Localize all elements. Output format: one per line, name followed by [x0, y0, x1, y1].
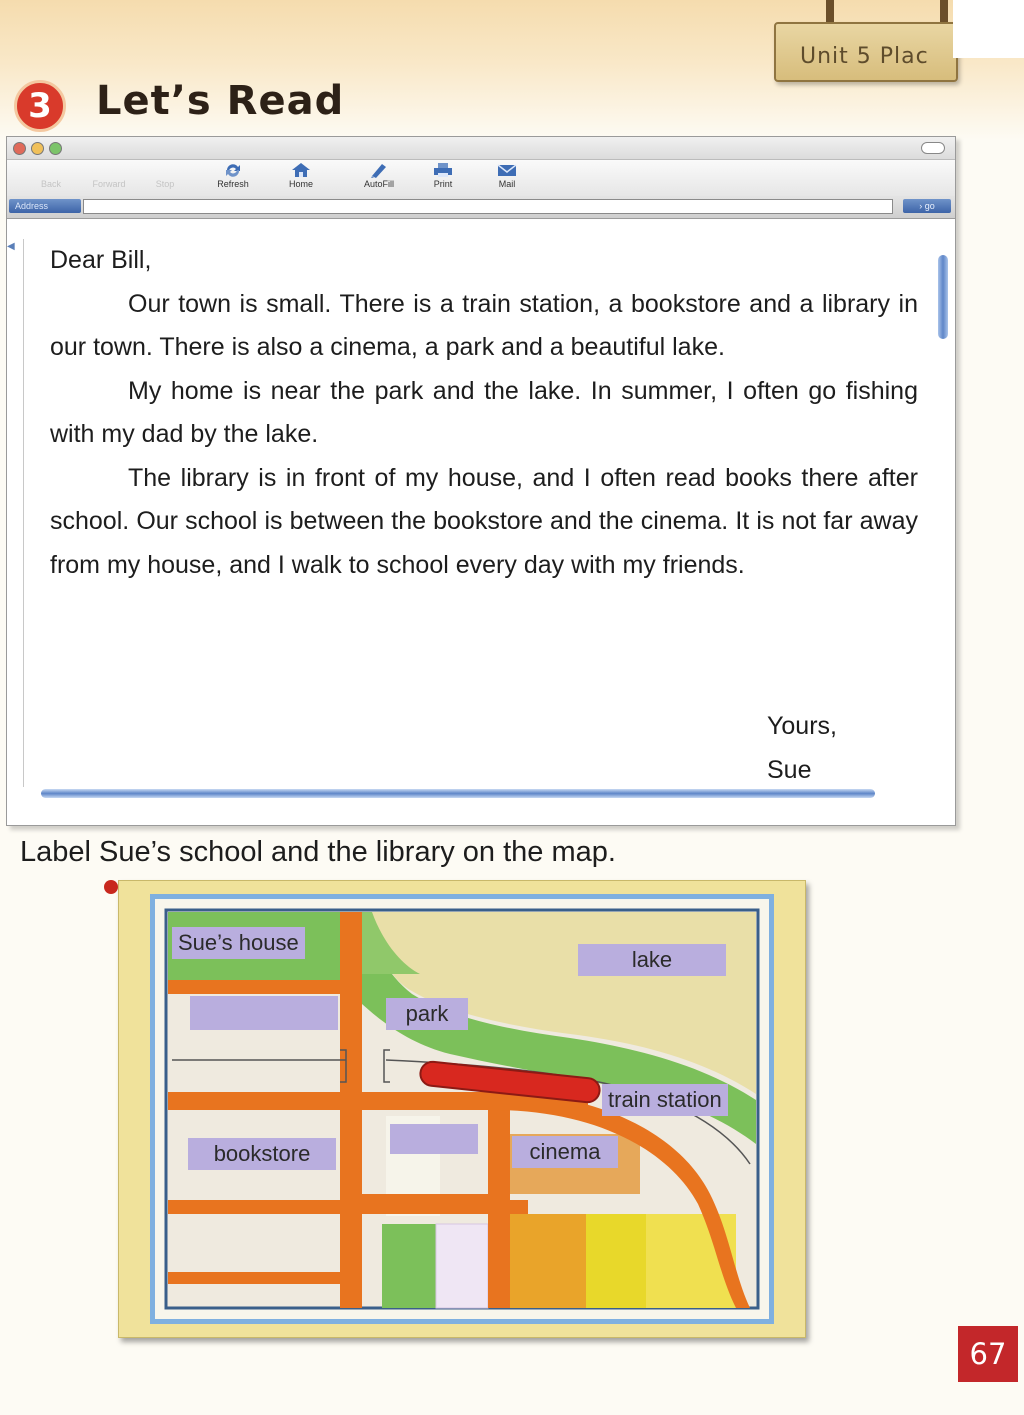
- refresh-button[interactable]: Refresh: [203, 162, 263, 189]
- block: [382, 1224, 436, 1308]
- stop-icon: [154, 162, 176, 178]
- browser-window: [6, 136, 956, 826]
- page-number: 67: [958, 1326, 1018, 1382]
- vertical-scroll-thumb[interactable]: [938, 255, 948, 339]
- back-icon: [40, 162, 62, 178]
- blank-label-slot[interactable]: [190, 996, 338, 1030]
- stop-button[interactable]: Stop: [135, 162, 195, 189]
- map-label-park: park: [386, 998, 468, 1030]
- map-label-cinema: cinema: [512, 1136, 618, 1168]
- history-arrow-icon[interactable]: ◀: [7, 241, 15, 252]
- horizontal-scroll-thumb[interactable]: [41, 789, 875, 798]
- letter-closing: Yours,: [767, 712, 837, 740]
- map-instruction: Label Sue’s school and the library on the map.: [20, 836, 616, 868]
- sign-post: [940, 0, 948, 24]
- letter-paragraph: The library is in front of my house, and I often read books there after school. Our school is between the bookstore and the cinema. It is not far away from my house, and I walk to school every day with my friends.: [50, 463, 918, 579]
- back-button[interactable]: Back: [21, 162, 81, 189]
- close-window-button[interactable]: [13, 142, 26, 155]
- print-icon: [432, 162, 454, 178]
- section-number-badge: 3: [14, 80, 66, 132]
- vertical-scrollbar[interactable]: [937, 247, 949, 807]
- block: [586, 1214, 646, 1308]
- map-label-sues-house: Sue’s house: [172, 927, 305, 959]
- letter-paragraph: Our town is small. There is a train station, a bookstore and a library in our town. There is also a cinema, a park and a beautiful lake.: [50, 289, 918, 361]
- print-button[interactable]: Print: [413, 162, 473, 189]
- unit-label: Unit 5 Plac: [800, 44, 929, 69]
- map-label-train-station: train station: [602, 1084, 728, 1116]
- map-label-lake: lake: [578, 944, 726, 976]
- mail-icon: [496, 162, 518, 178]
- section-title: Let’s Read: [96, 78, 345, 124]
- home-button[interactable]: Home: [271, 162, 331, 189]
- address-input[interactable]: [83, 199, 893, 214]
- forward-icon: [98, 162, 120, 178]
- block: [510, 1214, 586, 1308]
- autofill-button[interactable]: AutoFill: [349, 162, 409, 189]
- refresh-icon: [222, 162, 244, 178]
- letter-closing-block: [767, 705, 837, 792]
- block: [436, 1224, 488, 1308]
- letter-signature: Sue: [767, 755, 812, 784]
- home-icon: [290, 162, 312, 178]
- window-titlebar: [7, 137, 955, 160]
- address-bar: [7, 196, 955, 219]
- browser-toolbar: [7, 160, 955, 196]
- unit-sign: [774, 22, 958, 82]
- blank-label-slot[interactable]: [390, 1124, 478, 1154]
- pushpin-icon: [104, 880, 118, 894]
- sign-post: [826, 0, 834, 24]
- go-button[interactable]: › go: [903, 199, 951, 213]
- minimize-window-button[interactable]: [31, 142, 44, 155]
- zoom-window-button[interactable]: [49, 142, 62, 155]
- corner-blank: [953, 0, 1024, 58]
- map-label-bookstore: bookstore: [188, 1138, 336, 1170]
- horizontal-scrollbar[interactable]: [33, 787, 933, 799]
- toolbar-toggle-button[interactable]: [921, 142, 945, 154]
- forward-button[interactable]: Forward: [79, 162, 139, 189]
- letter-body: [50, 239, 918, 587]
- address-label: Address: [9, 199, 81, 213]
- autofill-icon: [368, 162, 390, 178]
- mail-button[interactable]: Mail: [477, 162, 537, 189]
- letter-paragraph: My home is near the park and the lake. In summer, I often go fishing with my dad by the lake.: [50, 376, 918, 448]
- letter-greeting: Dear Bill,: [50, 246, 152, 274]
